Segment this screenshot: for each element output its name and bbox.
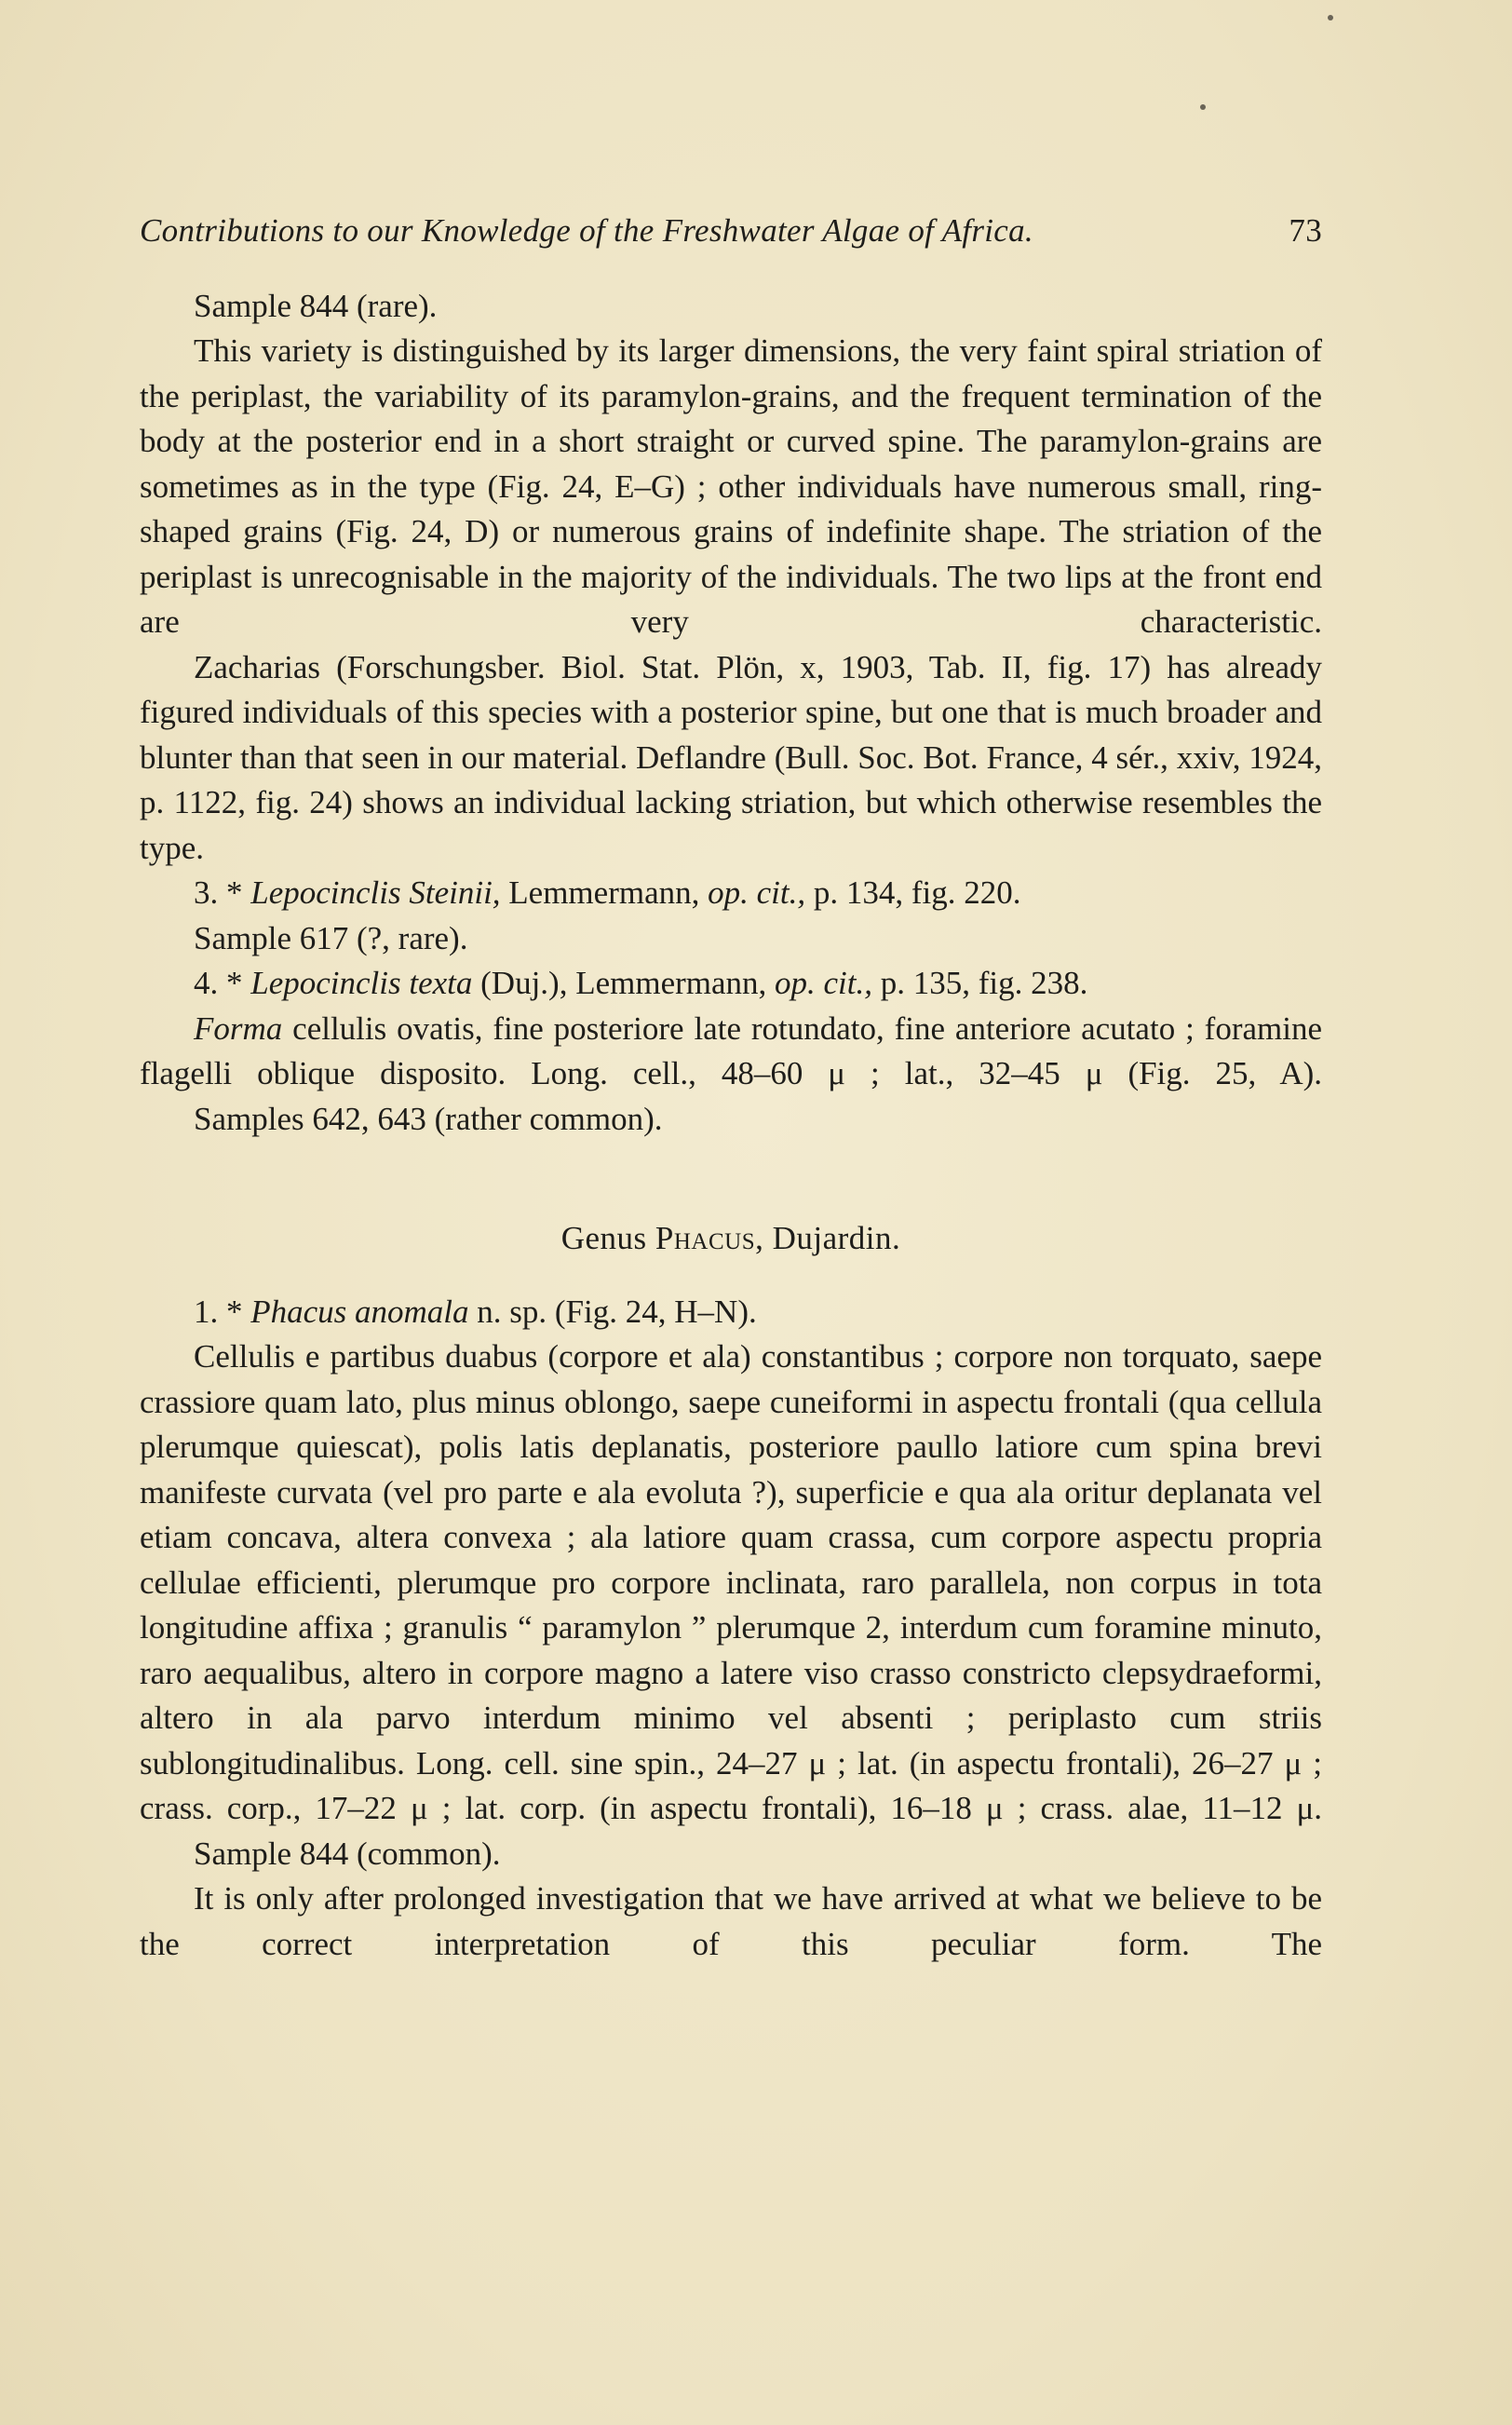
entry-number: 3. * xyxy=(194,874,243,911)
species-entry-phacus xyxy=(140,1290,1322,1335)
paragraph-latin-diagnosis: Cellulis e partibus duabus (corpore et ala) constantibus ; corpore non torquato, saepe crassiore quam lato, plus minus oblongo, saepe cuneiformi in aspectu frontali (qua cellula plerumque quiescat), polis latis deplanatis, posteriore paullo latiore cum spina brevi manifeste curvata (vel pro parte e ala evoluta ?), superficie e qua ala oritur deplanata vel etiam concava, altera convexa ; ala latiore quam crassa, cum corpore aspectu propria cellulae efficienti, plerumque pro corpore inclinata, raro parallela, non corpus in tota longitudine affixa ; granulis “ paramylon ” plerumque 2, interdum cum foramine minuto, raro aequalibus, altero in corpore magno a latere viso crasso constricto clepsydraeformi, altero in ala parvo interdum minimo vel absenti ; periplasto cum striis sublongitudinalibus. Long. cell. sine spin., 24–27 μ ; lat. (in aspectu frontali), 26–27 μ ; crass. corp., 17–22 μ ; lat. corp. (in aspectu frontali), 16–18 μ ; crass. alae, 11–12 μ. xyxy=(140,1338,1322,1826)
entry-number: 4. * xyxy=(194,965,243,1001)
sample-line: Sample 844 (common). xyxy=(194,1835,501,1872)
genus-heading xyxy=(140,1216,1322,1262)
species-authority: (Duj.), Lemmermann, xyxy=(480,965,767,1001)
species-name: Lepocinclis Steinii, xyxy=(250,874,501,911)
genus-name: Phacus, xyxy=(655,1220,764,1256)
paragraph-final: It is only after prolonged investigation that we have arrived at what we believe to be the correct interpretation of this peculiar form. The xyxy=(140,1880,1322,1962)
paragraph-variety-description: This variety is distinguished by its larger dimensions, the very faint spiral striation of the periplast, the variability of its paramylon-grains, and the frequent termination of the body at the posterior end in a short straight or curved spine. The paramylon-grains are sometimes as in the type (Fig. 24, E–G) ; other individuals have numerous small, ring-shaped grains (Fig. 24, D) or numerous grains of indefinite shape. The striation of the periplast is unrecognisable in the majority of the individuals. The two lips at the front end are very characteristic. xyxy=(140,332,1322,640)
sample-line: Sample 617 (?, rare). xyxy=(194,919,468,956)
entry-number: 1. * xyxy=(194,1293,243,1330)
sample-line: Samples 642, 643 (rather common). xyxy=(194,1100,663,1137)
species-entry-3 xyxy=(140,871,1322,916)
speck-mark xyxy=(1328,15,1333,20)
species-name: Lepocinclis texta xyxy=(250,965,473,1001)
reference: n. sp. (Fig. 24, H–N). xyxy=(477,1293,757,1330)
reference: p. 135, fig. 238. xyxy=(880,965,1088,1001)
forma-text: cellulis ovatis, fine posteriore late rotundato, fine anteriore acutato ; foramine flagelli oblique disposito. Long. cell., 48–60 μ ; lat., 32–45 μ (Fig. 25, A). xyxy=(140,1009,1322,1091)
forma-label: Forma xyxy=(194,1009,283,1047)
page-number: 73 xyxy=(1289,212,1322,249)
genus-authority: Dujardin. xyxy=(772,1220,901,1256)
op-cit: op. cit., xyxy=(708,874,806,911)
page-content xyxy=(140,209,1322,1967)
genus-prefix: Genus xyxy=(560,1220,647,1256)
paragraph-zacharias: Zacharias (Forschungsber. Biol. Stat. Plön, x, 1903, Tab. II, fig. 17) has already figured individuals of this species with a posterior spine, but one that is much broader and blunter than that seen in our material. Deflandre (Bull. Soc. Bot. France, 4 sér., xxiv, 1924, p. 1122, fig. 24) shows an individual lacking striation, but which otherwise resembles the type. xyxy=(140,648,1322,866)
reference: p. 134, fig. 220. xyxy=(813,874,1021,911)
paragraph-forma xyxy=(140,1007,1322,1097)
running-title: Contributions to our Knowledge of the Freshwater Algae of Africa. xyxy=(140,212,1033,249)
species-name: Phacus anomala xyxy=(250,1293,469,1330)
sample-line: Sample 844 (rare). xyxy=(194,287,438,324)
running-header xyxy=(140,209,1322,254)
speck-mark xyxy=(1200,104,1206,110)
species-authority: Lemmermann, xyxy=(508,874,700,911)
op-cit: op. cit., xyxy=(775,965,872,1001)
species-entry-4 xyxy=(140,961,1322,1007)
